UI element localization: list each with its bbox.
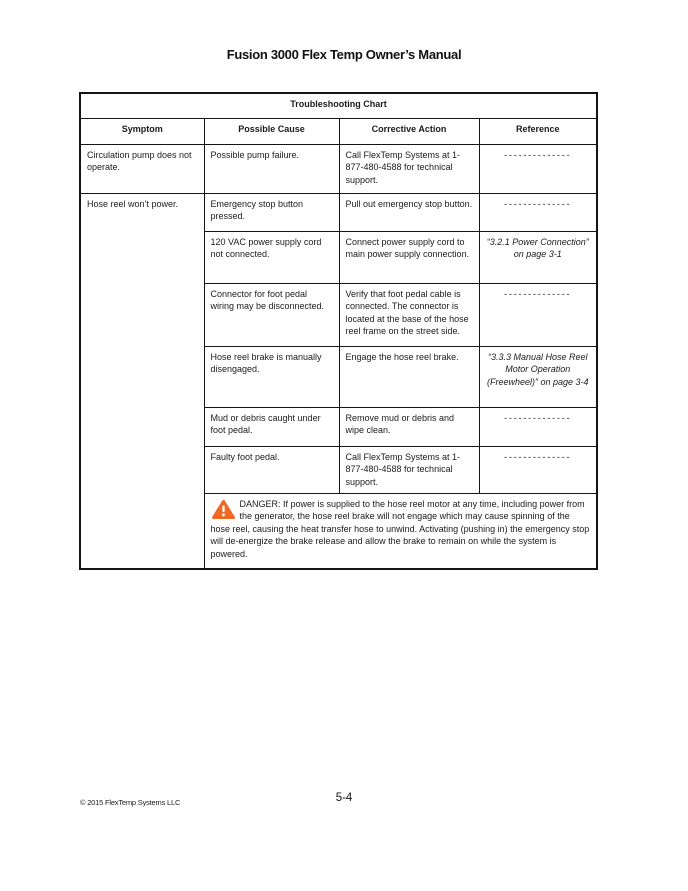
action-cell: Connect power supply cord to main power supply connection. xyxy=(339,231,479,283)
troubleshooting-table-container xyxy=(79,92,596,570)
no-reference-dashes: -------------- xyxy=(504,451,572,462)
no-reference-dashes: -------------- xyxy=(504,288,572,299)
no-reference-dashes: -------------- xyxy=(504,412,572,423)
action-cell: Verify that foot pedal cable is connected. The connector is located at the base of the hose reel frame on the street side. xyxy=(339,283,479,346)
footer-copyright: © 2015 FlexTemp Systems LLC xyxy=(80,798,181,807)
troubleshooting-table xyxy=(79,92,598,570)
table-title-row xyxy=(80,93,597,118)
column-header-corrective-action: Corrective Action xyxy=(339,118,479,144)
table-row xyxy=(80,144,597,193)
column-header-symptom: Symptom xyxy=(80,118,204,144)
footer-page-number: 5-4 xyxy=(335,792,353,804)
exclamation-dot xyxy=(222,513,225,516)
cause-cell: Emergency stop button pressed. xyxy=(204,193,339,231)
cause-cell: Hose reel brake is manually disengaged. xyxy=(204,346,339,407)
symptom-cell: Circulation pump does not operate. xyxy=(80,144,204,193)
column-header-possible-cause: Possible Cause xyxy=(204,118,339,144)
reference-link-text: “3.3.3 Manual Hose Reel Motor Operation (Freewheel)” on page 3-4 xyxy=(486,351,589,387)
table-title: Troubleshooting Chart xyxy=(80,93,597,118)
table-header-row xyxy=(80,118,597,144)
reference-link-text: “3.2.1 Power Connection” on page 3-1 xyxy=(486,236,589,259)
reference-cell xyxy=(479,283,597,346)
cause-cell: Connector for foot pedal wiring may be disconnected. xyxy=(204,283,339,346)
action-cell: Engage the hose reel brake. xyxy=(339,346,479,407)
action-cell: Call FlexTemp Systems at 1-877-480-4588 for technical support. xyxy=(339,446,479,493)
column-header-reference: Reference xyxy=(479,118,597,144)
reference-cell xyxy=(479,407,597,446)
danger-notice-text: DANGER: If power is supplied to the hose reel motor at any time, including power from the generator, the hose reel brake will not engage which may cause spinning of the hose reel, causing the heat transfer hose to unwind. Activating (pushing in) the emergency stop will de-energize the brake release and allow the brake to remain on while the system is powered. xyxy=(210,498,590,559)
no-reference-dashes: -------------- xyxy=(504,149,572,160)
no-reference-dashes: -------------- xyxy=(504,198,572,209)
cause-cell: 120 VAC power supply cord not connected. xyxy=(204,231,339,283)
cause-cell: Mud or debris caught under foot pedal. xyxy=(204,407,339,446)
cause-cell: Possible pump failure. xyxy=(204,144,339,193)
cause-cell: Faulty foot pedal. xyxy=(204,446,339,493)
reference-cell xyxy=(479,144,597,193)
action-cell: Remove mud or debris and wipe clean. xyxy=(339,407,479,446)
reference-cell xyxy=(479,193,597,231)
symptom-cell: Hose reel won’t power. xyxy=(80,193,204,569)
action-cell: Pull out emergency stop button. xyxy=(339,193,479,231)
exclamation-bar xyxy=(222,505,224,512)
warning-triangle-icon xyxy=(212,499,235,520)
reference-cell xyxy=(479,231,597,283)
reference-cell xyxy=(479,446,597,493)
reference-cell xyxy=(479,346,597,407)
danger-notice-cell xyxy=(204,493,597,569)
action-cell: Call FlexTemp Systems at 1-877-480-4588 for technical support. xyxy=(339,144,479,193)
page-title: Fusion 3000 Flex Temp Owner’s Manual xyxy=(226,47,462,62)
table-row xyxy=(80,193,597,231)
